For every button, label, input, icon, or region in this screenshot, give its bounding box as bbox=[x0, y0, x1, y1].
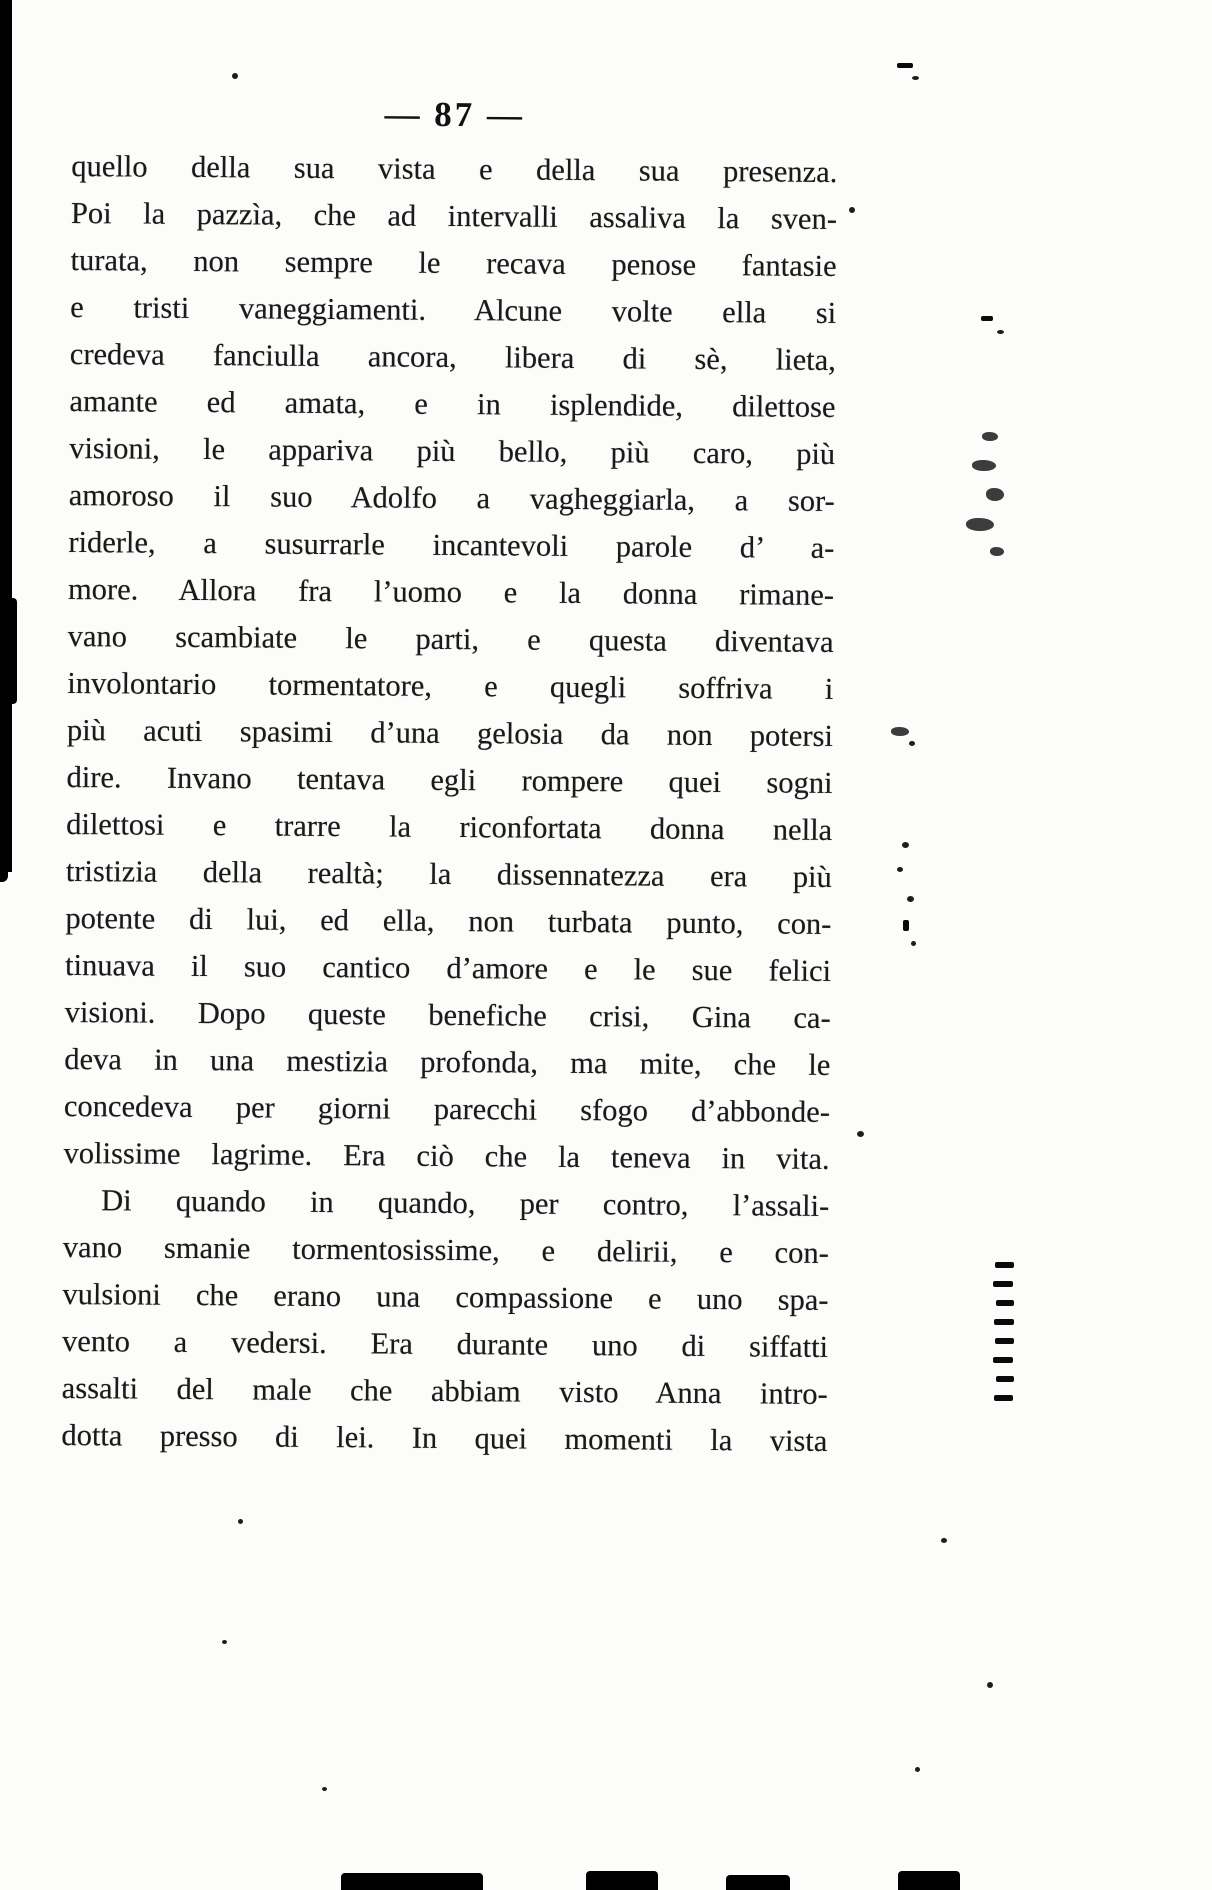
scan-artifact-speck bbox=[909, 741, 915, 746]
text-line: vento a vedersi. Era durante uno di siffatti bbox=[61, 1323, 829, 1364]
page-text bbox=[61, 143, 837, 1465]
scan-artifact-edge-dash bbox=[993, 1357, 1013, 1363]
text-line: deva in una mestizia profonda, ma mite, che le bbox=[64, 1041, 831, 1082]
scan-artifact-bottom-mark bbox=[726, 1875, 790, 1890]
scan-artifact-edge-dash bbox=[996, 1300, 1014, 1306]
scan-artifact-speck bbox=[222, 1640, 227, 1644]
scan-artifact-left-bar bbox=[0, 0, 12, 872]
text-line: amante ed amata, e in isplendide, dilettose bbox=[69, 383, 836, 424]
scan-artifact-speck bbox=[941, 1538, 947, 1543]
scan-artifact-edge-dash bbox=[996, 1376, 1014, 1382]
scan-artifact-speck bbox=[981, 316, 993, 321]
scan-artifact-edge-dash bbox=[993, 1281, 1013, 1287]
scan-artifact-edge-dash bbox=[994, 1319, 1014, 1325]
scan-artifact-speck bbox=[903, 920, 909, 931]
scan-artifact-speck bbox=[911, 941, 916, 946]
text-line: potente di lui, ed ella, non turbata punto, con- bbox=[65, 900, 832, 941]
text-line: assalti del male che abbiam visto Anna intro- bbox=[61, 1370, 828, 1411]
scan-artifact-bottom-mark bbox=[341, 1873, 483, 1890]
text-line: vano scambiate le parti, e questa diventava bbox=[67, 618, 834, 659]
scan-artifact-bottom-mark bbox=[586, 1871, 658, 1890]
text-line: involontario tormentatore, e quegli soffriva i bbox=[67, 665, 834, 706]
text-line: more. Allora fra l’uomo e la donna rimane- bbox=[67, 571, 835, 612]
text-line: volissime lagrime. Era ciò che la teneva in vita. bbox=[63, 1135, 830, 1176]
text-line: tristizia della realtà; la dissennatezza era più bbox=[65, 853, 832, 894]
scan-artifact-speck bbox=[897, 63, 913, 68]
text-line: quello della sua vista e della sua presenza. bbox=[71, 148, 838, 190]
text-line: vano smanie tormentosissime, e delirii, e con- bbox=[62, 1229, 829, 1270]
text-line: credeva fanciulla ancora, libera di sè, lieta, bbox=[69, 336, 836, 377]
page-content bbox=[61, 83, 838, 1465]
text-line: turata, non sempre le recava penose fantasie bbox=[70, 242, 837, 284]
scan-artifact-speck bbox=[238, 1519, 243, 1524]
page-number: — 87 — bbox=[384, 94, 526, 135]
scan-artifact-smudge bbox=[972, 460, 996, 471]
text-line: visioni. Dopo queste benefiche crisi, Gina ca- bbox=[64, 994, 831, 1035]
text-line: dire. Invano tentava egli rompere quei sogni bbox=[66, 759, 833, 800]
scan-artifact-left-bar-tip bbox=[0, 866, 8, 882]
scan-artifact-speck bbox=[997, 330, 1004, 334]
scan-artifact-smudge bbox=[986, 488, 1004, 501]
text-line: più acuti spasimi d’una gelosia da non potersi bbox=[66, 712, 834, 753]
scan-artifact-speck bbox=[912, 76, 919, 80]
text-line: dotta presso di lei. In quei momenti la vista bbox=[61, 1417, 828, 1458]
scan-artifact-speck bbox=[897, 867, 903, 872]
scan-artifact-speck bbox=[849, 207, 855, 213]
scan-artifact-speck bbox=[232, 73, 238, 79]
text-line: tinuava il suo cantico d’amore e le sue felici bbox=[64, 947, 832, 988]
scan-artifact-speck bbox=[322, 1787, 327, 1791]
scan-artifact-left-bar-bump bbox=[11, 598, 17, 704]
scan-artifact-smudge bbox=[982, 432, 998, 441]
scan-artifact-speck bbox=[915, 1767, 920, 1772]
text-line: concedeva per giorni parecchi sfogo d’abbonde- bbox=[63, 1088, 831, 1129]
scan-artifact-speck bbox=[902, 842, 909, 848]
scan-artifact-edge-dash bbox=[995, 1262, 1014, 1268]
text-line: dilettosi e trarre la riconfortata donna nella bbox=[66, 806, 833, 847]
text-line: Di quando in quando, per contro, l’assali- bbox=[101, 1183, 830, 1223]
scan-artifact-bottom-mark bbox=[898, 1871, 960, 1890]
scan-artifact-speck bbox=[987, 1682, 993, 1688]
text-line: amoroso il suo Adolfo a vagheggiarla, a sor- bbox=[68, 477, 835, 518]
scan-artifact-smudge bbox=[966, 518, 994, 531]
scan-artifact-speck bbox=[907, 896, 914, 902]
scan-artifact-smudge bbox=[990, 547, 1004, 556]
text-line: Poi la pazzìa, che ad intervalli assaliva la sven- bbox=[70, 195, 838, 237]
scan-artifact-speck bbox=[857, 1131, 864, 1137]
text-line: riderle, a susurrarle incantevoli parole d’ a- bbox=[68, 524, 835, 565]
text-line: visioni, le appariva più bello, più caro, più bbox=[69, 430, 836, 471]
scan-artifact-smudge bbox=[891, 727, 909, 736]
text-line: vulsioni che erano una compassione e uno spa- bbox=[62, 1276, 829, 1317]
text-line: e tristi vaneggiamenti. Alcune volte ella si bbox=[70, 289, 837, 331]
scan-artifact-edge-dash bbox=[995, 1338, 1014, 1344]
scan-artifact-edge-dash bbox=[994, 1395, 1013, 1401]
